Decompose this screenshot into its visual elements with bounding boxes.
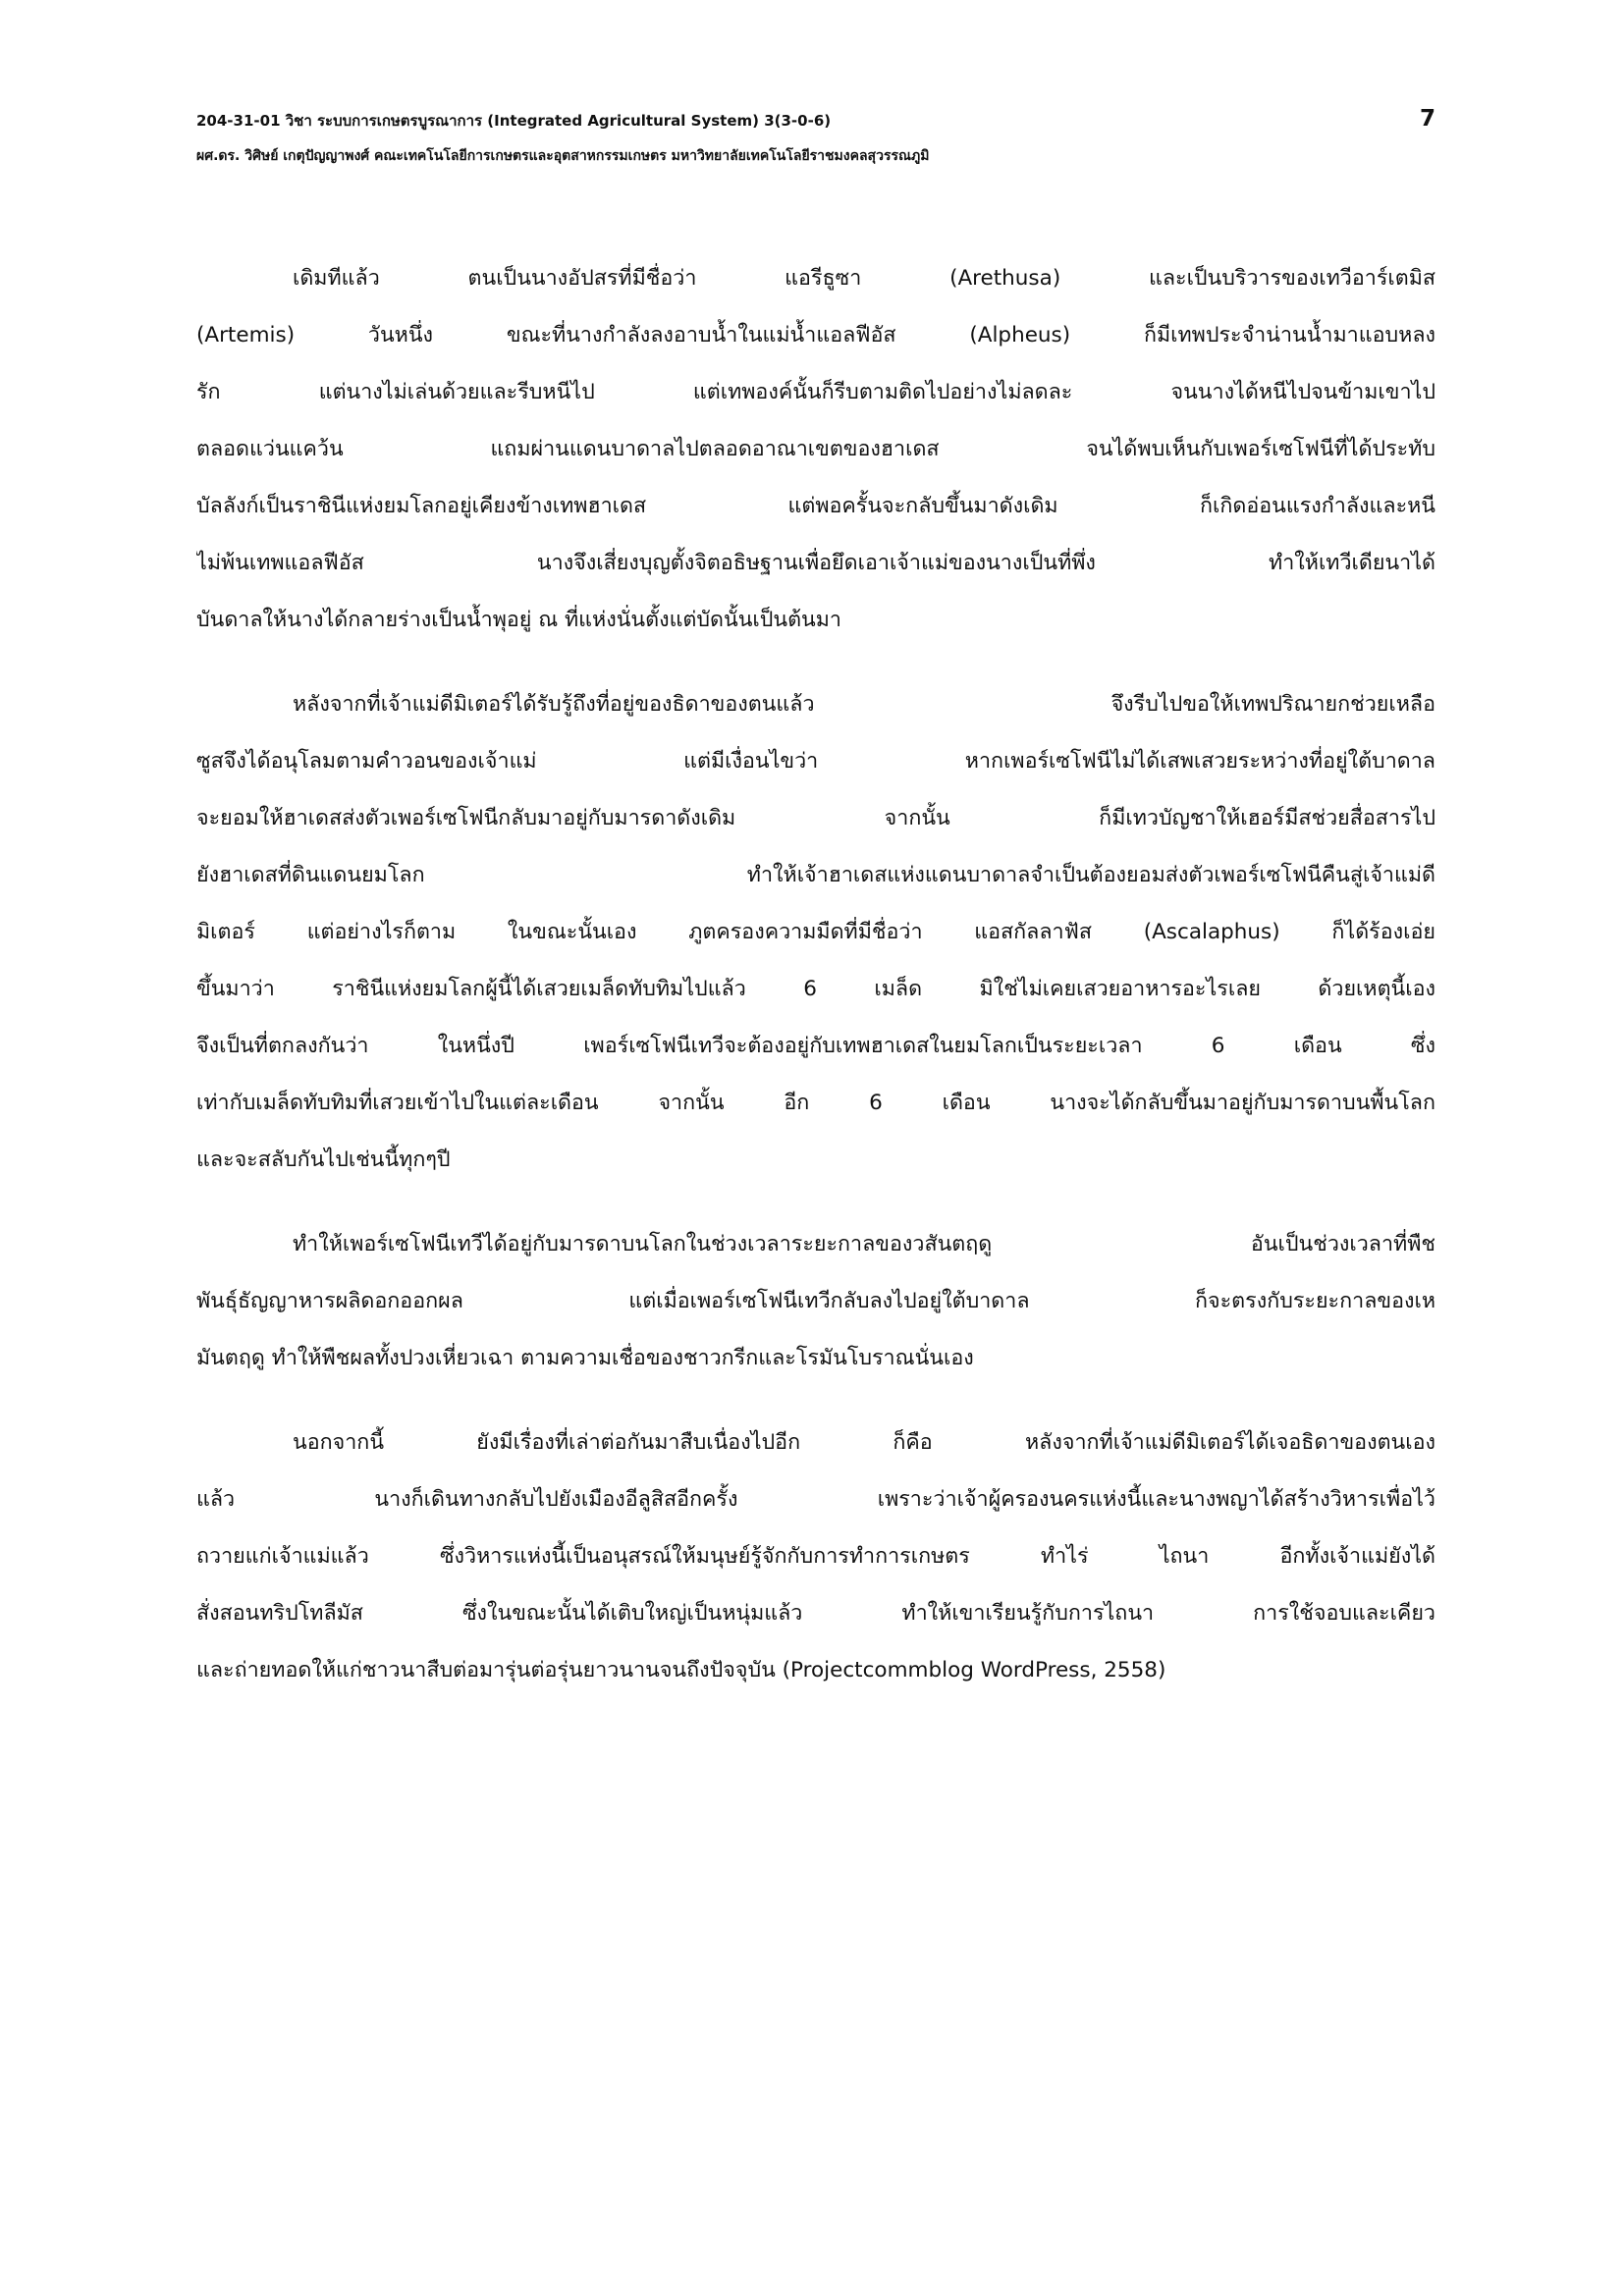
document-body (196, 250, 1435, 1727)
text-line: ซูสจึงได้อนุโลมตามคำวอนของเจ้าแม่ แต่มีเงื่อนไขว่า หากเพอร์เซโฟนีไม่ได้เสพเสวยระหว่างที่อยู่ใต้บาดาล (196, 749, 1435, 774)
course-title: 204-31-01 วิชา ระบบการเกษตรบูรณาการ (Integrated Agricultural System) 3(3-0-6) (196, 112, 832, 130)
text-line: หลังจากที่เจ้าแม่ดีมิเตอร์ได้รับรู้ถึงที่อยู่ของธิดาของตนแล้ว จึงรีบไปขอให้เทพปริณายกช่วยเหลือ (293, 692, 1435, 717)
text-line: (Artemis) วันหนึ่ง ขณะที่นางกำลังลงอาบน้ำในแม่น้ำแอลฟีอัส (Alpheus) ก็มีเทพประจำน่านน้ำมาแอบหลง (196, 323, 1435, 347)
course-title-line (196, 106, 1435, 132)
text-line: ถวายแก่เจ้าแม่แล้ว ซึ่งวิหารแห่งนี้เป็นอนุสรณ์ให้มนุษย์รู้จักกับการทำการเกษตร ทำไร่ ไถนา อีกทั้งเจ้าแม่ยังได้ (196, 1544, 1435, 1569)
text-line: มันตฤดู ทำให้พืชผลทั้งปวงเหี่ยวเฉา ตามความเชื่อของชาวกรีกและโรมันโบราณนั่นเอง (196, 1346, 974, 1370)
paragraph (196, 1415, 1435, 1699)
text-line: และจะสลับกันไปเช่นนี้ทุกๆปี (196, 1148, 451, 1172)
text-line: บันดาลให้นางได้กลายร่างเป็นน้ำพุอยู่ ณ ที่แห่งนั่นตั้งแต่บัดนั้นเป็นต้นมา (196, 608, 841, 632)
text-line: สั่งสอนทริปโทลีมัส ซึ่งในขณะนั้นได้เติบใหญ่เป็นหนุ่มแล้ว ทำให้เขาเรียนรู้กับการไถนา การใช้จอบและเคียว (196, 1601, 1435, 1626)
text-line: บัลลังก์เป็นราชินีแห่งยมโลกอยู่เคียงข้างเทพฮาเดส แต่พอครั้นจะกลับขึ้นมาดังเดิม ก็เกิดอ่อนแรงกำลังและหนี (196, 494, 1435, 518)
text-line: ยังฮาเดสที่ดินแดนยมโลก ทำให้เจ้าฮาเดสแห่งแดนบาดาลจำเป็นต้องยอมส่งตัวเพอร์เซโฟนีคืนสู่เจ้าแม่ดี (196, 863, 1435, 887)
paragraph (196, 676, 1435, 1189)
text-line: ไม่พ้นเทพแอลฟีอัส นางจึงเสี่ยงบุญตั้งจิตอธิษฐานเพื่อยึดเอาเจ้าแม่ของนางเป็นที่พึ่ง ทำให้เทวีเดียนาได้ (196, 551, 1435, 575)
paragraph (196, 250, 1435, 649)
text-line: พันธุ์ธัญญาหารผลิดอกออกผล แต่เมื่อเพอร์เซโฟนีเทวีกลับลงไปอยู่ใต้บาดาล ก็จะตรงกับระยะกาลของเห (196, 1289, 1435, 1313)
text-line: ทำให้เพอร์เซโฟนีเทวีได้อยู่กับมารดาบนโลกในช่วงเวลาระยะกาลของวสันตฤดู อันเป็นช่วงเวลาที่พืช (293, 1232, 1435, 1256)
author-affiliation: ผศ.ดร. วิศิษย์ เกตุปัญญาพงศ์ คณะเทคโนโลยีการเกษตรและอุตสาหกรรมเกษตร มหาวิทยาลัยเทคโนโลยีราชมงคลสุวรรณภูมิ (196, 148, 930, 164)
paragraph (196, 1216, 1435, 1387)
text-line: มิเตอร์ แต่อย่างไรก็ตาม ในขณะนั้นเอง ภูตครองความมืดที่มีชื่อว่า แอสกัลลาฟัส (Ascalaphus) ก็ได้ร้องเอ่ย (196, 920, 1435, 944)
text-line: จะยอมให้ฮาเดสส่งตัวเพอร์เซโฟนีกลับมาอยู่กับมารดาดังเดิม จากนั้น ก็มีเทวบัญชาให้เฮอร์มีสช่วยสื่อสารไป (196, 806, 1435, 830)
page-header (196, 106, 1435, 167)
text-line: เดิมทีแล้ว ตนเป็นนางอัปสรที่มีชื่อว่า แอรีธูซา (Arethusa) และเป็นบริวารของเทวีอาร์เตมิส (293, 266, 1435, 291)
text-line: เท่ากับเมล็ดทับทิมที่เสวยเข้าไปในแต่ละเดือน จากนั้น อีก 6 เดือน นางจะได้กลับขึ้นมาอยู่กับมารดาบนพื้นโลก (196, 1091, 1435, 1115)
page-number: 7 (1419, 106, 1435, 132)
text-line: รัก แต่นางไม่เล่นด้วยและรีบหนีไป แต่เทพองค์นั้นก็รีบตามติดไปอย่างไม่ลดละ จนนางได้หนีไปจนข้ามเขาไป (196, 380, 1435, 404)
text-line: แล้ว นางก็เดินทางกลับไปยังเมืองอีลูสิสอีกครั้ง เพราะว่าเจ้าผู้ครองนครแห่งนี้และนางพญาได้สร้างวิหารเพื่อไว้ (196, 1487, 1435, 1512)
text-line: จึงเป็นที่ตกลงกันว่า ในหนึ่งปี เพอร์เซโฟนีเทวีจะต้องอยู่กับเทพฮาเดสในยมโลกเป็นระยะเวลา 6 เดือน ซึ่ง (196, 1034, 1435, 1058)
text-line: และถ่ายทอดให้แก่ชาวนาสืบต่อมารุ่นต่อรุ่นยาวนานจนถึงปัจจุบัน (Projectcommblog WordPress, 2558) (196, 1658, 1166, 1682)
text-line: นอกจากนี้ ยังมีเรื่องที่เล่าต่อกันมาสืบเนื่องไปอีก ก็คือ หลังจากที่เจ้าแม่ดีมิเตอร์ได้เจอธิดาของตนเอง (293, 1430, 1435, 1455)
text-line: ตลอดแว่นแคว้น แถมผ่านแดนบาดาลไปตลอดอาณาเขตของฮาเดส จนได้พบเห็นกับเพอร์เซโฟนีที่ได้ประทับ (196, 437, 1435, 461)
text-line: ขึ้นมาว่า ราชินีแห่งยมโลกผู้นี้ได้เสวยเมล็ดทับทิมไปแล้ว 6 เมล็ด มิใช่ไม่เคยเสวยอาหารอะไรเลย ด้วยเหตุนี้เอง (196, 977, 1435, 1001)
